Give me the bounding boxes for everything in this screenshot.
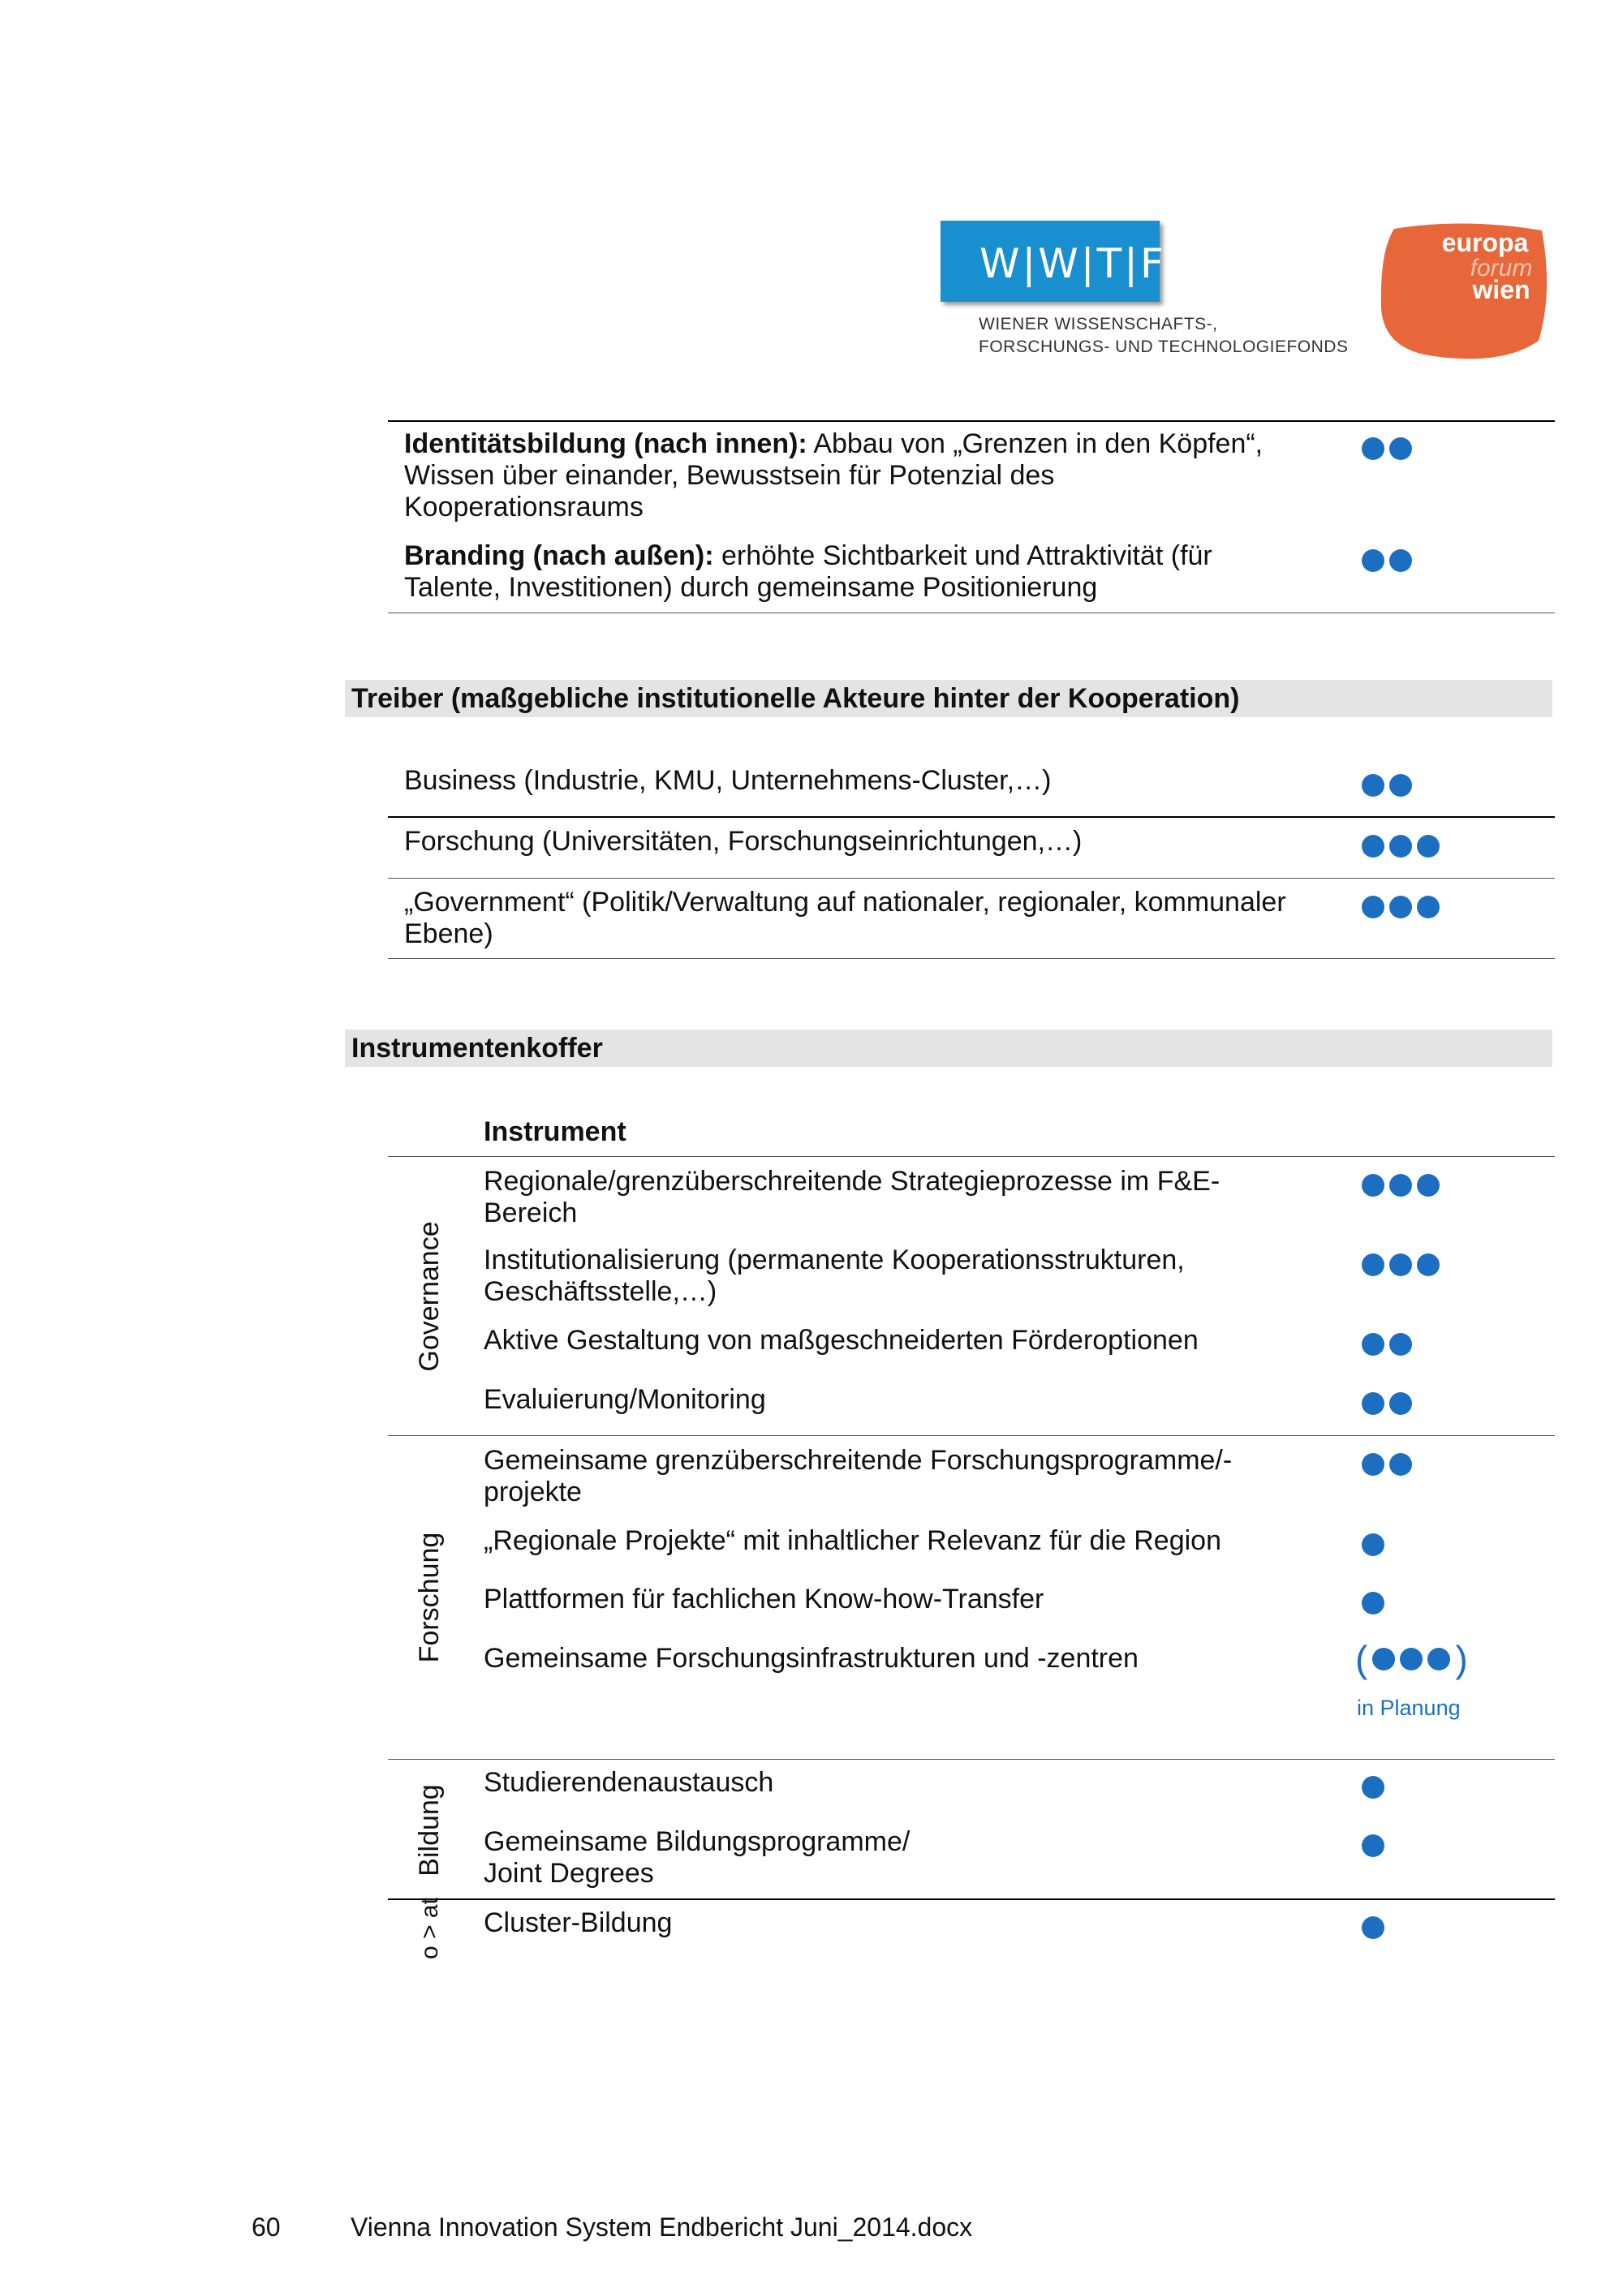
instrument-bildungsprogramme: Gemeinsame Bildungsprogramme/ Joint Degrees <box>484 1826 911 1889</box>
branding-row-text: Branding (nach außen): erhöhte Sichtbarkeit und Attraktivität (für Talente, Investitionen) durch gemeinsame Positionierung <box>404 540 1212 603</box>
identitaet-row-text: Identitätsbildung (nach innen): Abbau von „Grenzen in den Köpfen“, Wissen über einander, Bewusstsein für Potenzial des Kooperationsraums <box>404 428 1264 522</box>
instrument-column-header: Instrument <box>484 1116 626 1147</box>
instrument-regionale-projekte: „Regionale Projekte“ mit inhaltlicher Relevanz für die Region <box>484 1525 1222 1556</box>
group-label-truncated: o > at <box>416 1898 443 1959</box>
wwtf-logo: W|W|T|F <box>941 221 1160 302</box>
treiber-bottom-rule <box>388 958 1555 959</box>
government-rating <box>1362 896 1440 918</box>
instrument-studierendenaustausch: Studierendenaustausch <box>484 1767 774 1798</box>
instrument-header-rule <box>388 1156 1555 1157</box>
wwtf-subtitle: WIENER WISSENSCHAFTS-, FORSCHUNGS- UND TECHNOLOGIEFONDS <box>979 315 1349 356</box>
treiber-heading: Treiber (maßgebliche institutionelle Akteure hinter der Kooperation) <box>351 683 1240 714</box>
instrument-strategieprozesse: Regionale/grenzüberschreitende Strategieprozesse im F&E- Bereich <box>484 1166 1220 1228</box>
instrument-foerderoptionen: Aktive Gestaltung von maßgeschneiderten Förderoptionen <box>484 1325 1199 1356</box>
evaluierung-rating <box>1362 1392 1412 1415</box>
svg-text:forum: forum <box>1470 255 1533 282</box>
governance-bottom-rule <box>388 1435 1555 1436</box>
instrument-infrastrukturen: Gemeinsame Forschungsinfrastrukturen und -zentren <box>484 1643 1139 1674</box>
page-number: 60 <box>252 2212 281 2242</box>
group-label-bildung: Bildung <box>414 1784 445 1877</box>
forschung-bottom-rule <box>388 1759 1555 1760</box>
institutionalisierung-rating <box>1362 1253 1440 1276</box>
instrumente-heading: Instrumentenkoffer <box>351 1033 603 1064</box>
regionale-projekte-rating <box>1362 1533 1384 1556</box>
infrastrukturen-rating: ( ) <box>1355 1638 1468 1680</box>
treiber-heading-bar <box>345 680 1552 717</box>
strategieprozesse-rating <box>1362 1174 1440 1197</box>
cluster-bildung-rating <box>1362 1916 1384 1939</box>
studierendenaustausch-rating <box>1362 1776 1384 1799</box>
instrument-cluster-bildung: Cluster-Bildung <box>484 1907 673 1938</box>
branding-rating <box>1362 549 1412 572</box>
top-table-rule <box>388 420 1555 422</box>
instrument-institutionalisierung: Institutionalisierung (permanente Kooperationsstrukturen, Geschäftsstelle,…) <box>484 1245 1185 1307</box>
treiber-row-business: Business (Industrie, KMU, Unternehmens-Cluster,…) <box>404 765 1052 796</box>
instrumente-heading-bar <box>345 1030 1552 1067</box>
footer-filename: Vienna Innovation System Endbericht Juni_2014.docx <box>351 2212 973 2242</box>
business-rating <box>1362 774 1412 797</box>
treiber-row-government: „Government“ (Politik/Verwaltung auf nationaler, regionaler, kommunaler Ebene) <box>404 887 1286 949</box>
instrument-plattformen: Plattformen für fachlichen Know-how-Transfer <box>484 1584 1044 1615</box>
svg-text:europa: europa <box>1441 228 1529 257</box>
treiber-rule-2 <box>388 878 1555 879</box>
bildung-bottom-rule <box>388 1898 1555 1900</box>
treiber-row-forschung: Forschung (Universitäten, Forschungseinrichtungen,…) <box>404 826 1083 857</box>
instrument-evaluierung: Evaluierung/Monitoring <box>484 1384 766 1415</box>
svg-text:wien: wien <box>1472 275 1530 304</box>
forschung-rating <box>1362 835 1440 858</box>
europa-forum-wien-logo <box>1380 219 1550 362</box>
group-label-governance: Governance <box>414 1221 445 1372</box>
bildungsprogramme-rating <box>1362 1834 1384 1857</box>
treiber-rule-1 <box>388 816 1555 818</box>
plattformen-rating <box>1362 1592 1384 1615</box>
instrument-forschungsprogramme: Gemeinsame grenzüberschreitende Forschungsprogramme/- projekte <box>484 1445 1233 1507</box>
forschungsprogramme-rating <box>1362 1453 1412 1476</box>
identitaet-rating <box>1362 437 1412 460</box>
foerderoptionen-rating <box>1362 1333 1412 1356</box>
group-label-forschung: Forschung <box>414 1532 445 1663</box>
infrastrukturen-note: in Planung <box>1357 1696 1461 1720</box>
